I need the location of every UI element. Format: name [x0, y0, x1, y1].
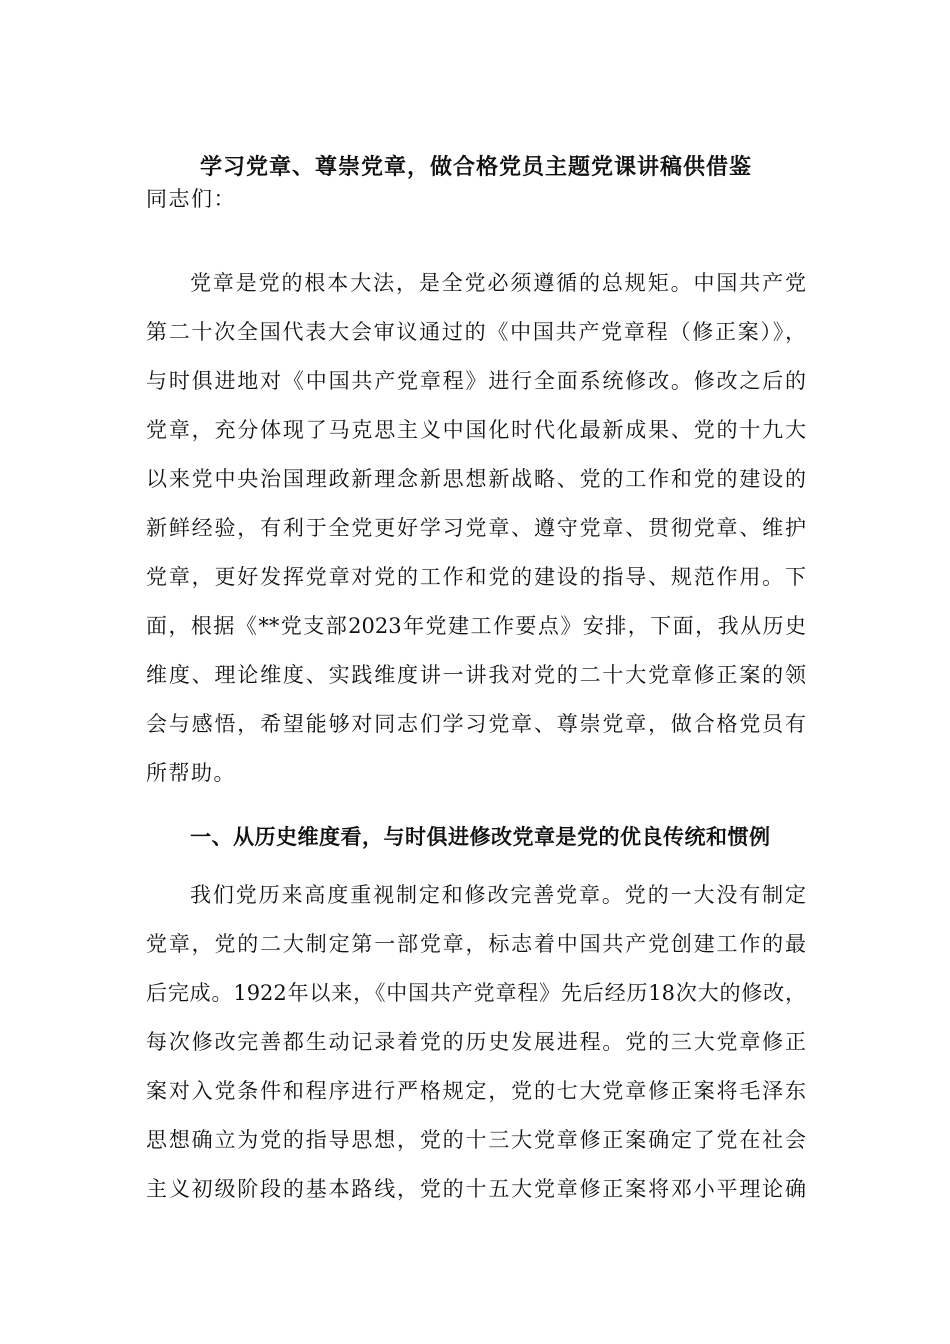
section-heading: 一、从历史维度看，与时俱进修改党章是党的优良传统和惯例	[190, 824, 771, 849]
paragraph-line: 案对入党条件和程序进行严格规定，党的七大党章修正案将毛泽东	[146, 1079, 806, 1103]
paragraph-line: 党章，党的二大制定第一部党章，标志着中国共产党创建工作的最	[146, 932, 806, 956]
paragraph-line: 面，根据《**党支部2023年党建工作要点》安排，下面，我从历史	[146, 614, 806, 638]
paragraph-line: 第二十次全国代表大会审议通过的《中国共产党章程（修正案）》，	[146, 320, 806, 344]
paragraph-line: 所帮助。	[146, 761, 236, 785]
paragraph-line: 党章是党的根本大法，是全党必须遵循的总规矩。中国共产党	[190, 271, 806, 295]
paragraph-line: 后完成。1922年以来，《中国共产党章程》先后经历18次大的修改，	[146, 981, 806, 1005]
paragraph-line: 新鲜经验，有利于全党更好学习党章、遵守党章、贯彻党章、维护	[146, 516, 806, 540]
document-title: 学习党章、尊崇党章，做合格党员主题党课讲稿供借鉴	[199, 154, 752, 180]
paragraph-line: 主义初级阶段的基本路线，党的十五大党章修正案将邓小平理论确	[146, 1177, 806, 1201]
salutation: 同志们：	[146, 187, 236, 211]
paragraph-line: 会与感悟，希望能够对同志们学习党章、尊崇党章，做合格党员有	[146, 712, 806, 736]
paragraph-line: 维度、理论维度、实践维度讲一讲我对党的二十大党章修正案的领	[146, 663, 806, 687]
paragraph-line: 我们党历来高度重视制定和修改完善党章。党的一大没有制定	[190, 883, 806, 907]
paragraph-line: 每次修改完善都生动记录着党的历史发展进程。党的三大党章修正	[146, 1030, 806, 1054]
paragraph-line: 与时俱进地对《中国共产党章程》进行全面系统修改。修改之后的	[146, 369, 806, 393]
paragraph-line: 党章，更好发挥党章对党的工作和党的建设的指导、规范作用。下	[146, 565, 806, 589]
paragraph-line: 党章，充分体现了马克思主义中国化时代化最新成果、党的十九大	[146, 418, 806, 442]
paragraph-line: 以来党中央治国理政新理念新思想新战略、党的工作和党的建设的	[146, 467, 806, 491]
paragraph-line: 思想确立为党的指导思想，党的十三大党章修正案确定了党在社会	[146, 1128, 806, 1152]
